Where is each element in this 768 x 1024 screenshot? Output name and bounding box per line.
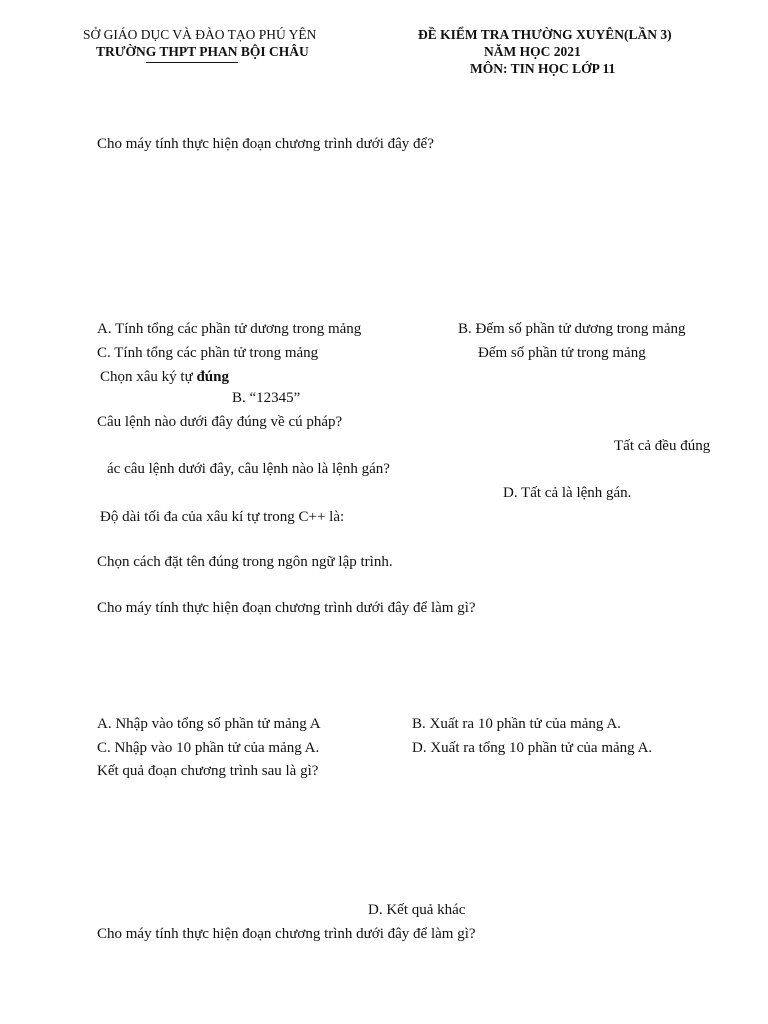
question-7-option-b: B. Xuất ra 10 phần tử của mảng A.	[412, 716, 621, 732]
question-7-option-d: D. Xuất ra tổng 10 phần tử của mảng A.	[412, 740, 653, 756]
question-7-option-a: A. Nhập vào tổng số phần tử mảng A	[97, 716, 321, 732]
school-year: NĂM HỌC 2021	[484, 44, 581, 59]
department-name: SỞ GIÁO DỤC VÀ ĐÀO TẠO PHÚ YÊN	[83, 27, 317, 42]
subject-line: MÔN: TIN HỌC LỚP 11	[470, 61, 616, 76]
question-1-option-a: A. Tính tổng các phần tử dương trong mảng	[97, 321, 362, 337]
school-underline	[146, 62, 238, 63]
exam-title: ĐỀ KIỂM TRA THƯỜNG XUYÊN(LẦN 3)	[418, 27, 672, 42]
question-2-text-plain: Chọn xâu ký tự	[100, 369, 197, 385]
question-2-text	[100, 368, 229, 386]
question-4-text: ác câu lệnh dưới đây, câu lệnh nào là lệnh gán?	[107, 461, 390, 477]
question-1-option-d: Đếm số phần tử trong mảng	[478, 345, 646, 361]
school-name: TRƯỜNG THPT PHAN BỘI CHÂU	[96, 44, 309, 59]
question-8-text: Kết quả đoạn chương trình sau là gì?	[97, 763, 319, 779]
question-7-text: Cho máy tính thực hiện đoạn chương trình dưới đây để làm gì?	[97, 600, 476, 616]
question-4-option-d: D. Tất cả là lệnh gán.	[503, 485, 632, 501]
question-7-option-c: C. Nhập vào 10 phần tử của mảng A.	[97, 740, 320, 756]
question-2-text-bold: đúng	[196, 369, 229, 385]
question-6-text: Chọn cách đặt tên đúng trong ngôn ngữ lập trình.	[97, 554, 393, 570]
question-1-option-c: C. Tính tổng các phần tử trong mảng	[97, 345, 319, 361]
question-2-option-b: B. “12345”	[232, 390, 301, 406]
question-1-option-b: B. Đếm số phần tử dương trong mảng	[458, 321, 686, 337]
question-8-option-d: D. Kết quả khác	[368, 902, 466, 918]
question-1-text: Cho máy tính thực hiện đoạn chương trình dưới đây để?	[97, 136, 434, 152]
question-3-option-d: Tất cả đều đúng	[614, 438, 711, 454]
question-3-text: Câu lệnh nào dưới đây đúng về cú pháp?	[97, 414, 343, 430]
question-9-text: Cho máy tính thực hiện đoạn chương trình dưới đây để làm gì?	[97, 926, 476, 942]
question-5-text: Độ dài tối đa của xâu kí tự trong C++ là:	[100, 509, 345, 525]
